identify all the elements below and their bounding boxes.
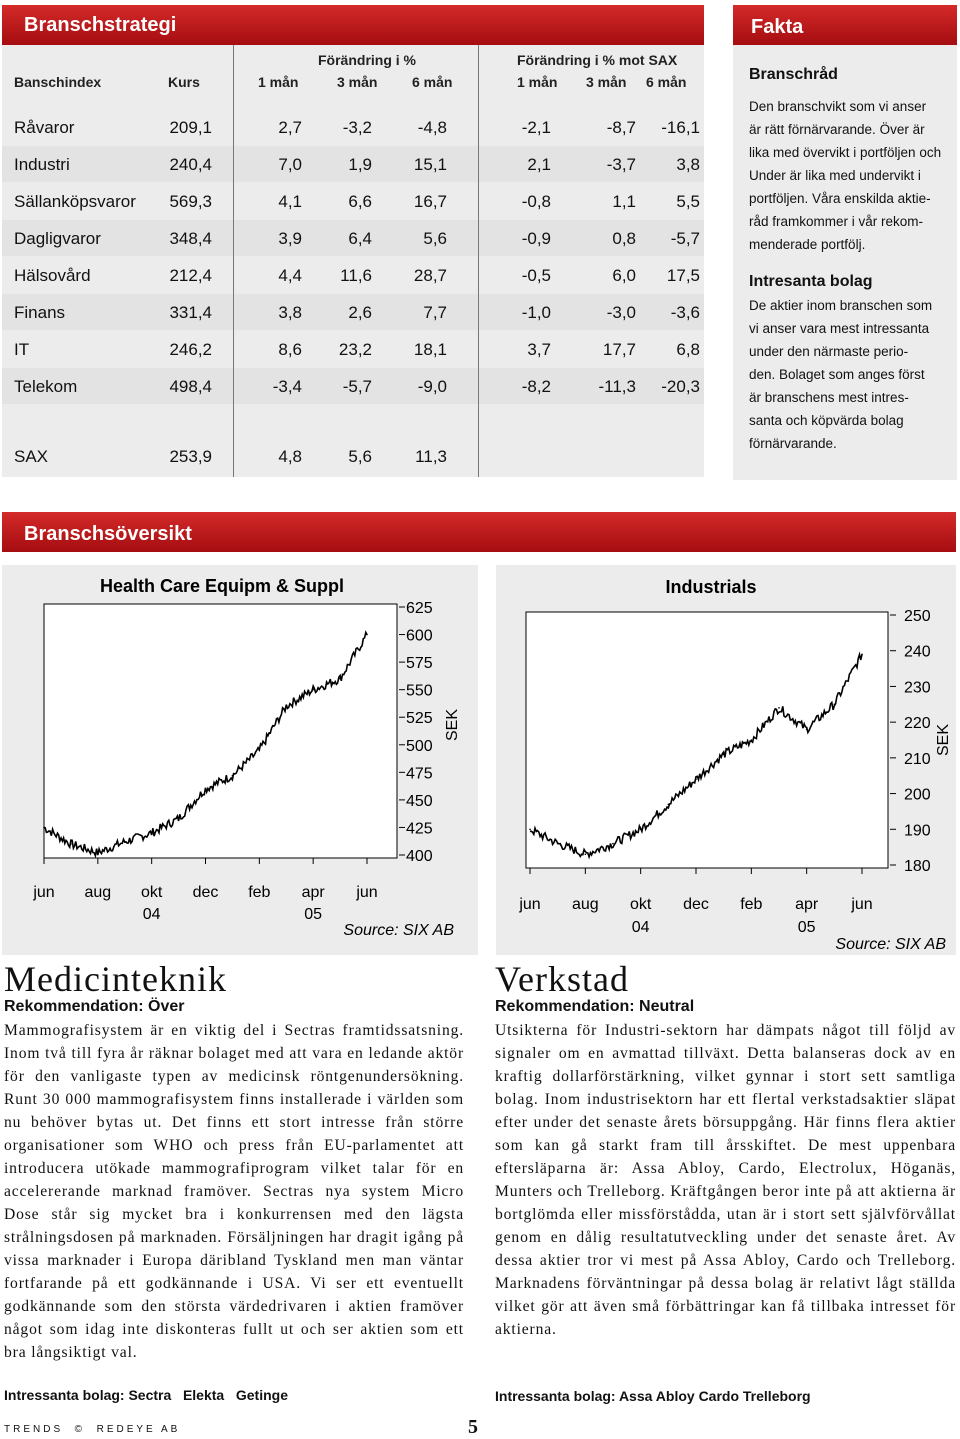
data-point <box>778 707 780 709</box>
plot-area <box>526 612 888 868</box>
table-row-value: -5,7 <box>670 229 700 248</box>
data-point <box>339 678 341 680</box>
y-tick-label: 625 <box>406 600 433 617</box>
x-tick-label: feb <box>248 884 271 901</box>
table-row-value: 1,9 <box>348 155 372 174</box>
table-row-value: 7,0 <box>278 155 302 174</box>
data-point <box>612 843 614 845</box>
data-point <box>861 653 863 655</box>
table-row-label: Industri <box>14 155 70 174</box>
group-header-vs-sax: Förändring i % mot SAX <box>517 52 678 68</box>
table-row-value: -3,0 <box>606 303 636 322</box>
left-recommendation: Rekommendation: Över <box>4 998 185 1015</box>
table-row-value: 6,4 <box>348 229 372 248</box>
y-tick-label: 190 <box>904 822 931 840</box>
table-row-value: 3,8 <box>676 155 700 174</box>
table-row-value: 246,2 <box>169 340 212 359</box>
fakta-branschrad-text: Den branschvikt som vi anser är rätt förnärvarande. Över är lika med övervikt i portföljen och Under är lika med undervikt i portföljen. Våra enskilda aktie- råd framkommer i vår rekom- menderade portfölj. <box>749 99 942 252</box>
data-point <box>70 843 72 845</box>
y-tick-label: 600 <box>406 627 433 645</box>
table-row-value: 331,4 <box>169 303 212 322</box>
x-tick-label: jun <box>851 896 873 913</box>
table-row-value: 17,5 <box>666 266 700 285</box>
column-divider <box>478 45 479 477</box>
chart-health-care <box>2 565 478 955</box>
data-point <box>205 788 207 790</box>
data-point <box>259 749 261 751</box>
table-row-value: -3,2 <box>342 118 372 137</box>
left-interesting-companies: Intressanta bolag: Sectra Elekta Getinge <box>4 1387 288 1403</box>
table-row-value: 4,1 <box>278 192 302 211</box>
table-row-value: 2,6 <box>348 303 372 322</box>
left-body-text: Mammografisystem är en viktig del i Sectras framtidssatsning. Inom två till fyra år räknar bolaget med att vara en ledande aktör för den vanligaste typen av medicinsk röntgenundersökning. Runt 30 000 mammografisystem finns installerade i världen som nu behöver bytas ut. Det finns ett stort intresse från större organisationer som WHO och press från EU-parlamentet att introducera utökade mammografiprogram vilket talar för en accelererande marknad framöver. Sectras nya system Micro Dose står sig mycket bra i konkurrensen med den lägsta strålningsdosen på marknaden. Försäljningen har dragit igång på vissa marknader i Europa däribland Tyskland men man väntar fortfarande på ett godkännande i USA. Vi ser ett eventuellt godkännande som den största värdedrivaren i aktien framöver något som idag inte diskonteras fullt ut och ser aktien som ett bra långsiktigt val. <box>4 1022 464 1361</box>
sax-row-value: 5,6 <box>348 447 372 466</box>
y-axis-label: SEK <box>935 723 952 757</box>
table-row-value: -3,4 <box>272 377 302 396</box>
data-point <box>723 753 725 755</box>
y-tick-label: 220 <box>904 715 931 733</box>
plot-area <box>44 604 397 858</box>
table-row-value: -11,3 <box>598 377 636 396</box>
x-tick-label: feb <box>740 896 763 913</box>
table-row-value: 11,6 <box>340 266 372 285</box>
table-row-value: -16,1 <box>661 118 700 137</box>
table-row-label: Sällanköpsvaror <box>14 192 136 211</box>
table-row-value: 240,4 <box>169 155 212 174</box>
x-tick-label: okt <box>140 884 163 901</box>
table-row-label: Hälsovård <box>14 266 91 285</box>
data-point <box>232 775 234 777</box>
data-point <box>97 852 99 854</box>
x-tick-label: jun <box>33 884 55 901</box>
table-row-value: -0,8 <box>521 192 551 211</box>
column-divider <box>233 45 234 477</box>
table-row-value: -3,6 <box>670 303 700 322</box>
y-tick-label: 240 <box>904 643 931 661</box>
sax-row-value: 4,8 <box>278 447 302 466</box>
table-row-value: -4,8 <box>417 118 447 137</box>
col-header-3man: 3 mån <box>337 74 378 90</box>
data-point <box>178 818 180 820</box>
right-interesting-companies: Intressanta bolag: Assa Abloy Cardo Trelleborg <box>495 1388 811 1404</box>
table-row-value: 28,7 <box>413 266 447 285</box>
sax-row-value: 11,3 <box>415 447 447 466</box>
y-tick-label: 575 <box>406 655 433 673</box>
y-tick-label: 450 <box>406 792 433 810</box>
table-row-value: -0,9 <box>521 229 551 248</box>
right-section-title: Verkstad <box>495 959 629 999</box>
x-year-label: 04 <box>631 919 650 936</box>
table-row-value: 6,6 <box>348 192 372 211</box>
table-row-value: 348,4 <box>169 229 212 248</box>
table-row-label: Finans <box>14 303 66 322</box>
data-point <box>640 828 642 830</box>
table-row-value: 2,7 <box>278 118 302 137</box>
table-row-value: -3,7 <box>606 155 636 174</box>
table-row-value: 8,6 <box>278 340 302 359</box>
right-recommendation: Rekommendation: Neutral <box>495 998 695 1015</box>
table-row-value: 3,7 <box>527 340 551 359</box>
x-tick-label: apr <box>301 884 325 901</box>
table-row-value: -0,5 <box>521 266 551 285</box>
y-tick-label: 525 <box>406 710 433 728</box>
y-tick-label: 210 <box>904 750 931 768</box>
y-tick-label: 425 <box>406 820 433 838</box>
chart-industrials <box>496 565 956 955</box>
table-row-value: 498,4 <box>169 377 212 396</box>
table-row-value: 6,0 <box>612 266 636 285</box>
table-row-value: 18,1 <box>413 340 447 359</box>
x-year-label: 05 <box>304 906 323 923</box>
data-point <box>366 634 368 636</box>
table-row-value: -5,7 <box>342 377 372 396</box>
fakta-intresanta-text: De aktier inom branschen som vi anser vara mest intressanta under den närmaste perio- den. Bolaget som anges först är branschens mest intres- santa och köpvärda bolag förnärvarande. <box>749 298 933 451</box>
left-section-title: Medicinteknik <box>4 959 227 999</box>
right-body-text: Utsikterna för Industri-sektorn har dämpats något till följd av signaler om en avmattad tillväxt. Detta balanseras dock av en kraftig dollarförstärkning, vilket gynnar i stort sett samtliga bolag. Inom industrisektorn har ett flertal verkstadsaktier släpat efter under det senaste årets börsuppgång. Här finns flera aktier som kan gå starkt fram till årsskiftet. De mest uppenbara eftersläparna är: Assa Abloy, Cardo, Electrolux, Höganäs, Munters och Trelleborg. Kräftgången beror inte på att aktierna är bortglömda eller missförstådda, utan är i stort sett självförvållat genom en dålig resultatutveckling under det senaste året. Av dessa aktier tror vi mest på Assa Abloy, Cardo och Trelleborg. Marknadens förväntningar på dessa bolag är relativt lågt ställda vilket gör att även små förbättringar kan få tillbaka intresset för aktierna. <box>495 1022 956 1338</box>
col-header-6man: 6 mån <box>412 74 453 90</box>
table-row-label: Telekom <box>14 377 78 396</box>
group-header-change: Förändring i % <box>318 52 416 68</box>
table-row-value: 15,1 <box>413 155 447 174</box>
data-point <box>124 841 126 843</box>
x-tick-label: apr <box>795 896 819 913</box>
table-row-value: 209,1 <box>169 118 212 137</box>
table-row-label: Råvaror <box>14 118 75 137</box>
col-header-sax-6man: 6 mån <box>646 74 687 90</box>
table-row-value: 23,2 <box>338 340 372 359</box>
x-tick-label: aug <box>84 884 112 901</box>
x-tick-label: aug <box>571 896 599 913</box>
table-row-value: 1,1 <box>612 192 636 211</box>
table-row-value: -1,0 <box>521 303 551 322</box>
data-point <box>668 803 670 805</box>
table-row-value: 16,7 <box>413 192 447 211</box>
chart-source: Source: SIX AB <box>835 936 946 953</box>
x-tick-label: jun <box>519 896 541 913</box>
data-point <box>751 739 753 741</box>
x-year-label: 04 <box>142 906 161 923</box>
table-row-value: 7,7 <box>423 303 447 322</box>
table-row-value: -8,2 <box>521 377 551 396</box>
table-row-value: 212,4 <box>169 266 212 285</box>
y-axis-label: SEK <box>444 708 461 742</box>
x-tick-label: dec <box>192 884 219 901</box>
strategy-title: Branschstrategi <box>2 5 704 45</box>
table-row-value: 4,4 <box>278 266 302 285</box>
chart-title: Industrials <box>665 577 757 597</box>
data-point <box>529 828 531 830</box>
y-tick-label: 550 <box>406 682 433 700</box>
y-tick-label: 475 <box>406 765 433 783</box>
table-row-value: 6,8 <box>676 340 700 359</box>
sax-row-value: 253,9 <box>169 447 212 466</box>
chart-title: Health Care Equipm & Suppl <box>99 576 345 596</box>
table-row-value: 17,7 <box>602 340 636 359</box>
table-row-value: -20,3 <box>661 377 700 396</box>
data-point <box>151 832 153 834</box>
table-row-value: 569,3 <box>169 192 212 211</box>
table-row-value: 0,8 <box>612 229 636 248</box>
x-tick-label: jun <box>356 884 378 901</box>
data-point <box>695 778 697 780</box>
chart-source: Source: SIX AB <box>343 922 454 939</box>
data-point <box>834 703 836 705</box>
x-tick-label: okt <box>629 896 652 913</box>
table-row-value: -8,7 <box>606 118 636 137</box>
page-number: 5 <box>468 1416 478 1438</box>
footer-brand: TRENDS © REDEYE AB <box>4 1424 181 1435</box>
col-header-1man: 1 mån <box>258 74 299 90</box>
table-row-value: -2,1 <box>521 118 551 137</box>
y-tick-label: 200 <box>904 786 931 804</box>
table-row-value: 3,9 <box>278 229 302 248</box>
data-point <box>43 827 45 829</box>
table-row-value: -9,0 <box>417 377 447 396</box>
table-row-value: 3,8 <box>278 303 302 322</box>
sax-row-label: SAX <box>14 447 49 466</box>
fakta-title: Fakta <box>733 5 957 45</box>
table-row-value: 2,1 <box>527 155 551 174</box>
overview-title: Branschsöversikt <box>2 512 956 552</box>
col-header-sax-3man: 3 mån <box>586 74 627 90</box>
y-tick-label: 400 <box>406 848 433 865</box>
table-row-value: 5,5 <box>676 192 700 211</box>
fakta-intresanta-heading: Intresanta bolag <box>749 273 873 290</box>
fakta-branschrad-heading: Branschråd <box>749 66 838 83</box>
col-header-index: Banschindex <box>14 74 102 90</box>
data-point <box>285 705 287 707</box>
x-year-label: 05 <box>797 919 816 936</box>
table-row-label: IT <box>14 340 30 359</box>
table-row-label: Dagligvaror <box>14 229 101 248</box>
col-header-sax-1man: 1 mån <box>517 74 558 90</box>
data-point <box>557 843 559 845</box>
data-point <box>806 728 808 730</box>
y-tick-label: 180 <box>904 858 931 875</box>
table-row-value: 5,6 <box>423 229 447 248</box>
x-tick-label: dec <box>683 896 709 913</box>
y-tick-label: 500 <box>406 737 433 755</box>
y-tick-label: 250 <box>904 608 931 625</box>
data-point <box>312 689 314 691</box>
data-point <box>585 853 587 855</box>
col-header-kurs: Kurs <box>168 74 200 90</box>
y-tick-label: 230 <box>904 679 931 697</box>
